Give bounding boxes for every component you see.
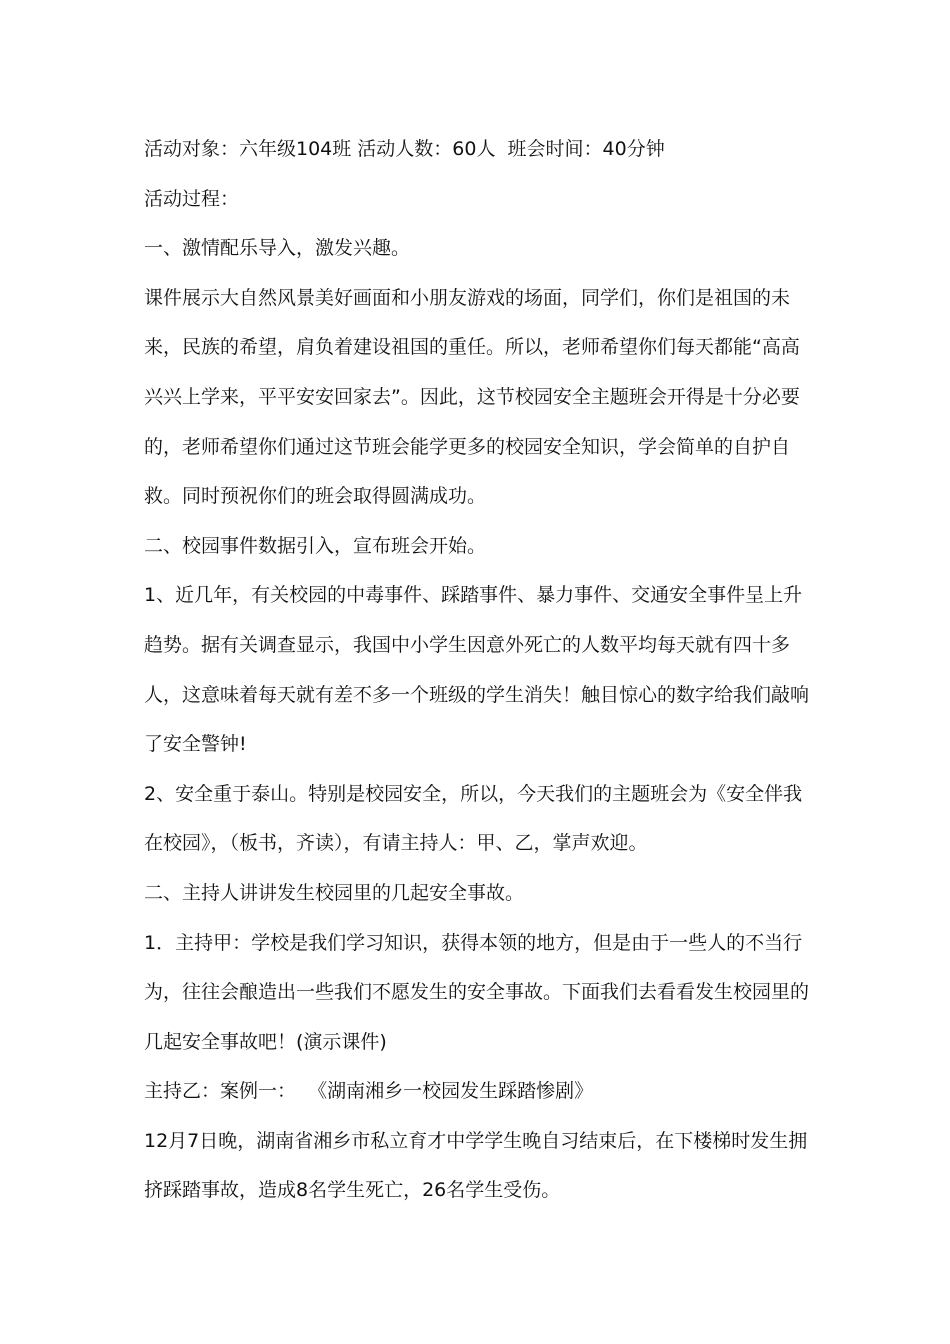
case-title: 主持乙：案例一： 《湖南湘乡一校园发生踩踏惨剧》 bbox=[144, 1080, 594, 1103]
body-paragraph: 1、近几年，有关校园的中毒事件、踩踏事件、暴力事件、交通安全事件呈上升趋势。据有关调查显示，我国中小学生因意外死亡的人数平均每天就有四十多人，这意味着每天就有差不多一个班级的学生消失！触目惊心的数字给我们敲响了安全警钟! bbox=[144, 584, 810, 756]
process-heading: 活动过程： bbox=[144, 187, 240, 210]
body-paragraph: 12月7日晚，湖南省湘乡市私立育才中学学生晚自习结束后，在下楼梯时发生拥挤踩踏事故，造成8名学生死亡，26名学生受伤。 bbox=[144, 1129, 808, 1202]
section-heading-3: 二、主持人讲讲发生校园里的几起安全事故。 bbox=[144, 881, 525, 904]
body-paragraph: 2、安全重于泰山。特别是校园安全，所以，今天我们的主题班会为《安全伴我在校园》，（板书，齐读），有请主持人：甲、乙，掌声欢迎。 bbox=[144, 782, 803, 855]
activity-info-line: 活动对象：六年级104班 活动人数：60人 班会时间：40分钟 bbox=[144, 138, 665, 160]
section-heading-2: 二、校园事件数据引入，宣布班会开始。 bbox=[144, 534, 487, 557]
document-body bbox=[144, 125, 810, 1216]
body-paragraph: 1．主持甲：学校是我们学习知识，获得本领的地方，但是由于一些人的不当行为，往往会酿造出一些我们不愿发生的安全事故。下面我们去看看发生校园里的几起安全事故吧！(演示课件) bbox=[144, 931, 810, 1053]
section-heading-1: 一、激情配乐导入，激发兴趣。 bbox=[144, 237, 411, 260]
body-paragraph: 课件展示大自然风景美好画面和小朋友游戏的场面，同学们，你们是祖国的未来，民族的希望，肩负着建设祖国的重任。所以，老师希望你们每天都能“高高兴兴上学来，平平安安回家去”。因此，这节校园安全主题班会开得是十分必要的，老师希望你们通过这节班会能学更多的校园安全知识，学会简单的自护自救。同时预祝你们的班会取得圆满成功。 bbox=[144, 286, 800, 508]
